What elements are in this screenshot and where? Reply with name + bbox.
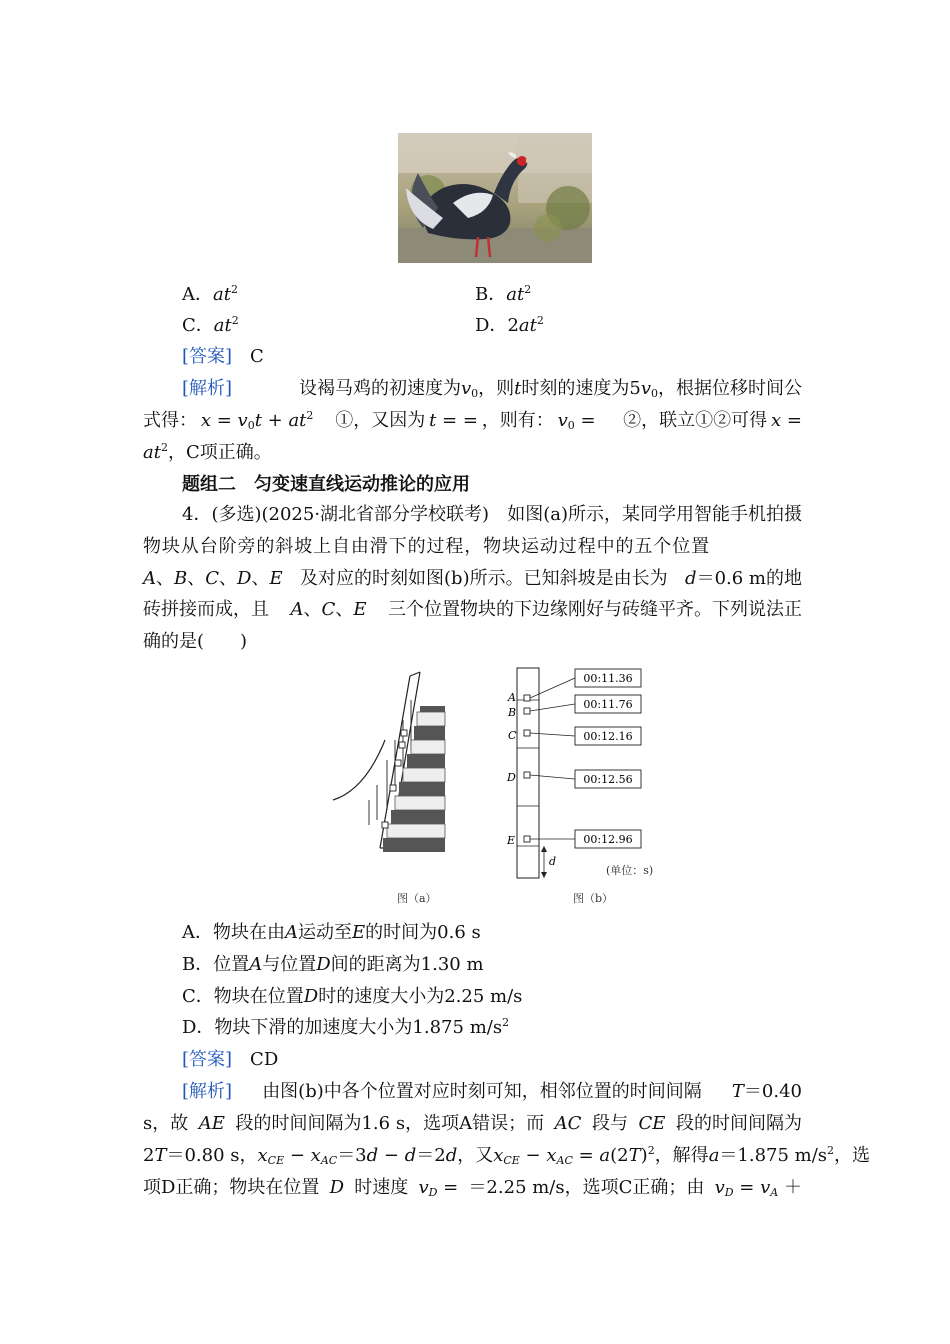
analysis-text: ，根据位移时间公 bbox=[658, 378, 802, 399]
q4-analysis-line2: s，故 AE 段的时间间隔为1.6 s，选项A错误；而 AC 段与 CE 段的时间间隔为 bbox=[143, 1113, 802, 1134]
option-expr: at bbox=[506, 284, 525, 305]
q4-text: 及对应的时刻如图(b)所示。已知斜坡是由长为 bbox=[300, 568, 668, 589]
analysis-text: ②，联立①②可得 bbox=[623, 410, 768, 431]
q4-option-a bbox=[182, 921, 481, 945]
option-label: B． bbox=[475, 284, 507, 305]
q3-option-d bbox=[475, 314, 544, 338]
option-label: A． bbox=[182, 922, 213, 943]
q4-source: 4．(多选)(2025·湖北省部分学校联考) bbox=[182, 504, 490, 525]
time-value: 00:12.16 bbox=[583, 730, 633, 743]
option-var: D bbox=[303, 986, 319, 1007]
analysis-text: 式得： bbox=[143, 410, 197, 431]
analysis-text: ＝0.80 s， bbox=[166, 1145, 258, 1166]
q4-option-d bbox=[182, 1016, 509, 1040]
q4-text: 如图(a)所示，某同学用智能手机拍摄 bbox=[507, 504, 802, 525]
figure-b-caption: 图（b） bbox=[573, 892, 614, 905]
answer-value: C bbox=[250, 346, 264, 367]
analysis-text: 项D正确；物块在位置 bbox=[143, 1177, 320, 1198]
option-label: C． bbox=[182, 315, 214, 336]
option-var: A bbox=[285, 922, 298, 943]
q4-stem-line5: 确的是( ) bbox=[143, 631, 248, 652]
option-sup: 2 bbox=[536, 314, 544, 327]
option-text: 运动至 bbox=[298, 922, 352, 943]
figure-b-timeline bbox=[506, 668, 653, 905]
option-text: 位置 bbox=[213, 954, 250, 975]
analysis-text: 段与 bbox=[591, 1113, 628, 1134]
option-sup: 2 bbox=[502, 1016, 510, 1029]
option-label: B． bbox=[182, 954, 214, 975]
answer-tag: [答案] bbox=[182, 1049, 233, 1070]
analysis-text: 段的时间间隔为1.6 s，选项A错误；而 bbox=[235, 1113, 545, 1134]
option-var: D bbox=[316, 954, 331, 975]
analysis-text: ，选 bbox=[834, 1145, 871, 1166]
q3-answer bbox=[182, 345, 264, 369]
q3-option-b bbox=[475, 283, 531, 307]
q4-stem-line1 bbox=[182, 503, 802, 527]
analysis-text: ＝3 bbox=[337, 1145, 367, 1166]
option-var: E bbox=[352, 922, 366, 943]
analysis-tag: [解析] bbox=[182, 1081, 233, 1102]
option-sup: 2 bbox=[524, 283, 532, 296]
option-text: 的时间为0.6 s bbox=[365, 922, 481, 943]
option-expr: at bbox=[213, 284, 231, 305]
q4-option-c bbox=[182, 985, 522, 1009]
option-coef: 2 bbox=[507, 315, 519, 336]
position-label: E bbox=[507, 834, 516, 847]
time-value: 00:11.76 bbox=[583, 698, 633, 711]
q4-analysis-line3: 2T＝0.80 s， $x_{CE} - x_{AC}=3d - d=2d$ ，又 $x_{CE} - x_{AC} = a(2T)^2$ ，解得 a＝1.875 $m/s^2$ ，选 bbox=[143, 1144, 871, 1167]
option-text: 物块在由 bbox=[213, 922, 285, 943]
position-label: A bbox=[508, 691, 516, 704]
position-label: D bbox=[507, 771, 516, 784]
q3-analysis-line3: $at^2$，C项正确。 bbox=[143, 441, 272, 463]
position-label: C bbox=[508, 729, 517, 742]
option-label: D． bbox=[182, 1017, 215, 1038]
q3-option-a bbox=[182, 283, 238, 307]
analysis-text: ＝2.25 m/s，选项C正确；由 bbox=[468, 1177, 705, 1198]
option-label: C． bbox=[182, 986, 214, 1007]
option-text: 时的速度大小为2.25 m/s bbox=[318, 986, 523, 1007]
analysis-text: ，又 bbox=[457, 1145, 494, 1166]
unit-label: (单位：s) bbox=[606, 864, 654, 877]
time-value: 00:12.96 bbox=[583, 833, 633, 846]
pheasant-photo bbox=[398, 133, 592, 263]
analysis-text: s，故 bbox=[143, 1113, 189, 1134]
q4-stem-line3: A、B、C、D、E 及对应的时刻如图(b)所示。已知斜坡是由长为 d＝0.6 m的地 bbox=[143, 568, 802, 589]
d-label: d bbox=[549, 855, 557, 868]
q3-option-c bbox=[182, 314, 239, 338]
group-title: 题组二 匀变速直线运动推论的应用 bbox=[182, 474, 470, 495]
option-label: A． bbox=[182, 284, 213, 305]
q4-text: ＝0.6 m的地 bbox=[696, 568, 802, 589]
analysis-text: 时速度 bbox=[354, 1177, 409, 1198]
q4-analysis-line1: [解析] 由图(b)中各个位置对应时刻可知，相邻位置的时间间隔 T＝0.40 bbox=[182, 1081, 802, 1102]
q3-analysis-line2: 式得： $x = v_0t + at^2$ ①，又因为 t = = ，则有： $v_0$ = ②，联立①②可得 x = bbox=[143, 409, 802, 432]
analysis-text: 时刻的速度为5 bbox=[521, 378, 641, 399]
time-value: 00:11.36 bbox=[583, 672, 633, 685]
position-label: B bbox=[508, 706, 517, 719]
analysis-text: ，C项正确。 bbox=[167, 442, 272, 463]
analysis-text: ＝2 bbox=[416, 1145, 446, 1166]
q3-analysis-line1: [解析] 设褐马鸡的初速度为$v_0$，则t时刻的速度为$5v_0$，根据位移时间公 bbox=[182, 378, 802, 400]
time-value: 00:12.56 bbox=[583, 773, 633, 786]
analysis-text: ，解得 bbox=[654, 1145, 709, 1166]
q4-text: 三个位置物块的下边缘刚好与砖缝平齐。下列说法正 bbox=[387, 599, 802, 620]
option-sup: 2 bbox=[231, 314, 239, 327]
q4-text: 砖拼接而成，且 bbox=[143, 599, 269, 620]
analysis-text: 设褐马鸡的初速度为 bbox=[298, 378, 461, 399]
answer-value: CD bbox=[250, 1049, 279, 1070]
q4-answer bbox=[182, 1048, 278, 1072]
q4-figure bbox=[325, 660, 665, 910]
q4-stem-line2: 物块从台阶旁的斜坡上自由滑下的过程，物块运动过程中的五个位置 bbox=[143, 536, 710, 557]
analysis-text: 由图(b)中各个位置对应时刻可知，相邻位置的时间间隔 bbox=[262, 1081, 702, 1102]
figure-a-caption: 图（a） bbox=[397, 892, 437, 905]
figure-a-staircase bbox=[333, 672, 445, 905]
analysis-text: ，则有： bbox=[481, 410, 554, 431]
q4-analysis-line4: 项D正确；物块在位置 D 时速度 $v_D$ = ＝2.25 m/s，选项C正确；由 $v_D = v_A$ ＋ bbox=[143, 1177, 802, 1199]
analysis-text: 段的时间间隔为 bbox=[675, 1113, 802, 1134]
option-text: 与位置 bbox=[262, 954, 317, 975]
q4-option-b bbox=[182, 953, 484, 977]
analysis-tag: [解析] bbox=[182, 378, 233, 399]
analysis-text: ①，又因为 bbox=[335, 410, 426, 431]
option-expr: at bbox=[213, 315, 232, 336]
option-text: 物块在位置 bbox=[213, 986, 304, 1007]
option-label: D． bbox=[475, 315, 508, 336]
analysis-text: ＝1.875 m/s bbox=[719, 1145, 828, 1166]
option-sup: 2 bbox=[230, 283, 238, 296]
option-var: A bbox=[249, 954, 263, 975]
q4-stem-line4: 砖拼接而成，且 A、C、E 三个位置物块的下边缘刚好与砖缝平齐。下列说法正 bbox=[143, 599, 802, 620]
analysis-text: ＝0.40 bbox=[743, 1081, 802, 1102]
option-expr: at bbox=[518, 315, 537, 336]
option-text: 间的距离为1.30 m bbox=[330, 954, 484, 975]
option-text: 物块下滑的加速度大小为1.875 m/s bbox=[214, 1017, 503, 1038]
analysis-text: ，则 bbox=[478, 378, 515, 399]
answer-tag: [答案] bbox=[182, 346, 233, 367]
analysis-text: ＋ bbox=[783, 1177, 802, 1198]
